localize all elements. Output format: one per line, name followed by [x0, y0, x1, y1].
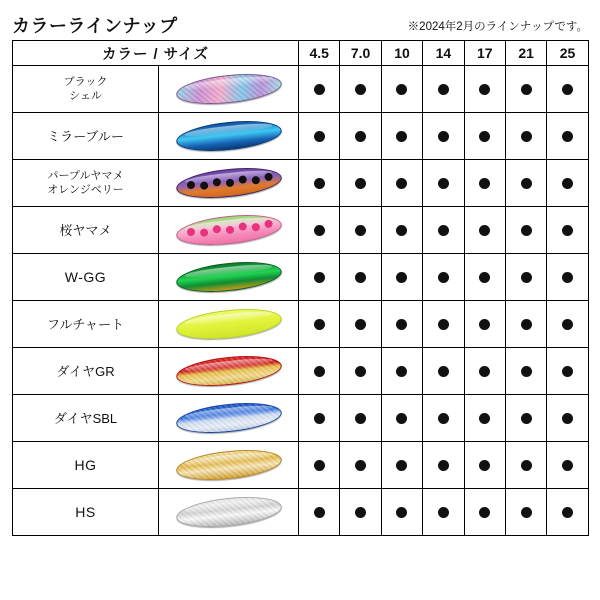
availability-cell: [464, 66, 505, 113]
availability-dot-icon: [438, 413, 449, 424]
availability-cell: [547, 66, 588, 113]
spoon-lure-icon: [159, 490, 298, 535]
table-body: [13, 66, 589, 536]
availability-cell: [381, 489, 422, 536]
header: [12, 10, 588, 36]
availability-dot-icon: [521, 507, 532, 518]
availability-dot-icon: [438, 319, 449, 330]
availability-dot-icon: [521, 131, 532, 142]
availability-cell: [340, 207, 381, 254]
availability-cell: [381, 348, 422, 395]
spoon-lure-icon: [159, 302, 298, 347]
header-size-3: 14: [423, 41, 464, 66]
color-name-line1: 桜ヤマメ: [59, 222, 112, 238]
color-name-cell: [13, 66, 159, 113]
availability-dot-icon: [314, 131, 325, 142]
lure-swatch-cell: [159, 442, 299, 489]
availability-cell: [505, 489, 546, 536]
availability-dot-icon: [521, 413, 532, 424]
color-name-cell: [13, 395, 159, 442]
availability-dot-icon: [314, 225, 325, 236]
availability-cell: [299, 207, 340, 254]
availability-cell: [464, 207, 505, 254]
availability-cell: [299, 395, 340, 442]
availability-dot-icon: [562, 413, 573, 424]
table-row: [13, 442, 589, 489]
availability-dot-icon: [562, 319, 573, 330]
availability-cell: [381, 254, 422, 301]
availability-cell: [340, 395, 381, 442]
availability-dot-icon: [479, 178, 490, 189]
availability-cell: [423, 207, 464, 254]
availability-dot-icon: [562, 507, 573, 518]
availability-dot-icon: [479, 319, 490, 330]
availability-cell: [299, 301, 340, 348]
color-name-line2: シェル: [69, 90, 102, 102]
availability-dot-icon: [396, 178, 407, 189]
availability-dot-icon: [396, 507, 407, 518]
availability-cell: [505, 301, 546, 348]
availability-dot-icon: [314, 178, 325, 189]
availability-cell: [505, 113, 546, 160]
spoon-lure-icon: [159, 349, 298, 394]
availability-cell: [423, 66, 464, 113]
color-name-cell: [13, 442, 159, 489]
availability-dot-icon: [521, 178, 532, 189]
availability-dot-icon: [479, 272, 490, 283]
lure-swatch-cell: [159, 395, 299, 442]
spoon-lure-icon: [159, 114, 298, 159]
availability-cell: [423, 489, 464, 536]
header-size-6: 25: [547, 41, 588, 66]
table-row: [13, 348, 589, 395]
availability-cell: [464, 301, 505, 348]
availability-dot-icon: [438, 507, 449, 518]
availability-cell: [505, 66, 546, 113]
table-row: [13, 207, 589, 254]
color-name-cell: [13, 207, 159, 254]
availability-dot-icon: [562, 272, 573, 283]
lure-swatch-cell: [159, 207, 299, 254]
availability-cell: [299, 442, 340, 489]
availability-dot-icon: [479, 225, 490, 236]
availability-cell: [505, 395, 546, 442]
availability-cell: [547, 489, 588, 536]
availability-cell: [340, 442, 381, 489]
color-name-line1: W-GG: [64, 268, 107, 285]
availability-dot-icon: [396, 319, 407, 330]
availability-dot-icon: [314, 507, 325, 518]
availability-dot-icon: [521, 84, 532, 95]
availability-dot-icon: [314, 272, 325, 283]
color-name-line1: フルチャート: [46, 316, 125, 332]
availability-cell: [505, 254, 546, 301]
color-name-line1: パープルヤマメ: [47, 170, 124, 182]
color-name-line1: ダイヤSBL: [53, 410, 118, 426]
color-name-cell: [13, 113, 159, 160]
lineup-note: ※2024年2月のラインナップです。: [407, 21, 588, 33]
color-name-line2: オレンジベリー: [47, 184, 124, 196]
table-row: [13, 160, 589, 207]
availability-dot-icon: [355, 178, 366, 189]
availability-cell: [340, 160, 381, 207]
availability-dot-icon: [396, 272, 407, 283]
table-row: [13, 254, 589, 301]
lure-swatch-cell: [159, 348, 299, 395]
availability-cell: [423, 254, 464, 301]
availability-dot-icon: [355, 460, 366, 471]
availability-dot-icon: [562, 84, 573, 95]
availability-cell: [423, 160, 464, 207]
color-size-table: [12, 40, 589, 536]
availability-dot-icon: [479, 507, 490, 518]
availability-cell: [547, 348, 588, 395]
availability-cell: [505, 348, 546, 395]
availability-cell: [381, 207, 422, 254]
availability-cell: [464, 160, 505, 207]
lure-swatch-cell: [159, 489, 299, 536]
table-row: [13, 489, 589, 536]
availability-cell: [340, 113, 381, 160]
availability-cell: [299, 489, 340, 536]
availability-cell: [464, 442, 505, 489]
table-row: [13, 113, 589, 160]
availability-cell: [423, 348, 464, 395]
availability-dot-icon: [355, 131, 366, 142]
availability-cell: [547, 207, 588, 254]
availability-dot-icon: [355, 507, 366, 518]
availability-cell: [340, 489, 381, 536]
availability-dot-icon: [396, 366, 407, 377]
lure-swatch-cell: [159, 160, 299, 207]
availability-dot-icon: [438, 131, 449, 142]
availability-dot-icon: [438, 178, 449, 189]
availability-cell: [547, 113, 588, 160]
availability-cell: [464, 395, 505, 442]
availability-cell: [464, 254, 505, 301]
spoon-lure-icon: [159, 161, 298, 206]
header-size-1: 7.0: [340, 41, 381, 66]
availability-cell: [381, 113, 422, 160]
color-name-line1: ミラーブルー: [47, 128, 124, 144]
availability-cell: [464, 113, 505, 160]
availability-cell: [381, 442, 422, 489]
header-row: [13, 41, 589, 66]
availability-dot-icon: [314, 460, 325, 471]
availability-cell: [340, 66, 381, 113]
table-row: [13, 395, 589, 442]
spoon-lure-icon: [159, 67, 298, 112]
availability-cell: [464, 489, 505, 536]
availability-cell: [381, 160, 422, 207]
lure-swatch-cell: [159, 301, 299, 348]
availability-cell: [423, 395, 464, 442]
availability-dot-icon: [314, 319, 325, 330]
availability-dot-icon: [521, 366, 532, 377]
availability-cell: [423, 113, 464, 160]
availability-dot-icon: [562, 460, 573, 471]
color-name-line1: HS: [75, 503, 96, 520]
availability-dot-icon: [479, 366, 490, 377]
availability-dot-icon: [479, 413, 490, 424]
availability-dot-icon: [314, 366, 325, 377]
availability-dot-icon: [314, 84, 325, 95]
availability-cell: [381, 66, 422, 113]
availability-dot-icon: [438, 460, 449, 471]
availability-cell: [381, 395, 422, 442]
color-name-line1: ダイヤGR: [56, 363, 115, 379]
availability-dot-icon: [438, 84, 449, 95]
availability-dot-icon: [355, 413, 366, 424]
availability-cell: [340, 301, 381, 348]
color-name-cell: [13, 489, 159, 536]
availability-dot-icon: [355, 225, 366, 236]
availability-dot-icon: [562, 366, 573, 377]
availability-dot-icon: [521, 319, 532, 330]
availability-dot-icon: [396, 84, 407, 95]
availability-dot-icon: [562, 131, 573, 142]
availability-dot-icon: [562, 178, 573, 189]
spoon-lure-icon: [159, 443, 298, 488]
spoon-lure-icon: [159, 255, 298, 300]
table-row: [13, 66, 589, 113]
color-name-line1: ブラック: [63, 76, 108, 88]
availability-dot-icon: [479, 131, 490, 142]
availability-cell: [299, 66, 340, 113]
color-name-cell: [13, 301, 159, 348]
availability-cell: [505, 442, 546, 489]
lure-swatch-cell: [159, 113, 299, 160]
availability-cell: [423, 442, 464, 489]
availability-dot-icon: [355, 366, 366, 377]
availability-cell: [547, 395, 588, 442]
lure-swatch-cell: [159, 66, 299, 113]
availability-cell: [340, 348, 381, 395]
availability-cell: [381, 301, 422, 348]
availability-cell: [547, 442, 588, 489]
availability-cell: [505, 160, 546, 207]
availability-dot-icon: [479, 84, 490, 95]
availability-cell: [547, 160, 588, 207]
color-name-cell: [13, 348, 159, 395]
availability-dot-icon: [438, 366, 449, 377]
table-row: [13, 301, 589, 348]
availability-dot-icon: [479, 460, 490, 471]
availability-dot-icon: [521, 460, 532, 471]
availability-dot-icon: [396, 460, 407, 471]
color-name-line1: HG: [74, 456, 97, 473]
spoon-lure-icon: [159, 208, 298, 253]
availability-cell: [299, 160, 340, 207]
availability-dot-icon: [396, 131, 407, 142]
availability-cell: [547, 301, 588, 348]
table-head: [13, 41, 589, 66]
header-color-size: カラー / サイズ: [13, 41, 299, 66]
availability-dot-icon: [521, 225, 532, 236]
header-size-5: 21: [505, 41, 546, 66]
availability-cell: [464, 348, 505, 395]
color-name-cell: [13, 254, 159, 301]
availability-cell: [547, 254, 588, 301]
header-size-0: 4.5: [299, 41, 340, 66]
availability-dot-icon: [396, 413, 407, 424]
availability-dot-icon: [355, 84, 366, 95]
page-title: カラーラインナップ: [12, 16, 178, 36]
availability-dot-icon: [355, 272, 366, 283]
availability-cell: [299, 113, 340, 160]
header-size-4: 17: [464, 41, 505, 66]
header-size-2: 10: [381, 41, 422, 66]
availability-cell: [340, 254, 381, 301]
availability-dot-icon: [562, 225, 573, 236]
availability-cell: [505, 207, 546, 254]
availability-dot-icon: [438, 225, 449, 236]
lure-swatch-cell: [159, 254, 299, 301]
color-name-cell: [13, 160, 159, 207]
spoon-lure-icon: [159, 396, 298, 441]
availability-dot-icon: [355, 319, 366, 330]
availability-dot-icon: [438, 272, 449, 283]
availability-cell: [423, 301, 464, 348]
availability-dot-icon: [314, 413, 325, 424]
availability-dot-icon: [396, 225, 407, 236]
availability-cell: [299, 254, 340, 301]
availability-cell: [299, 348, 340, 395]
availability-dot-icon: [521, 272, 532, 283]
